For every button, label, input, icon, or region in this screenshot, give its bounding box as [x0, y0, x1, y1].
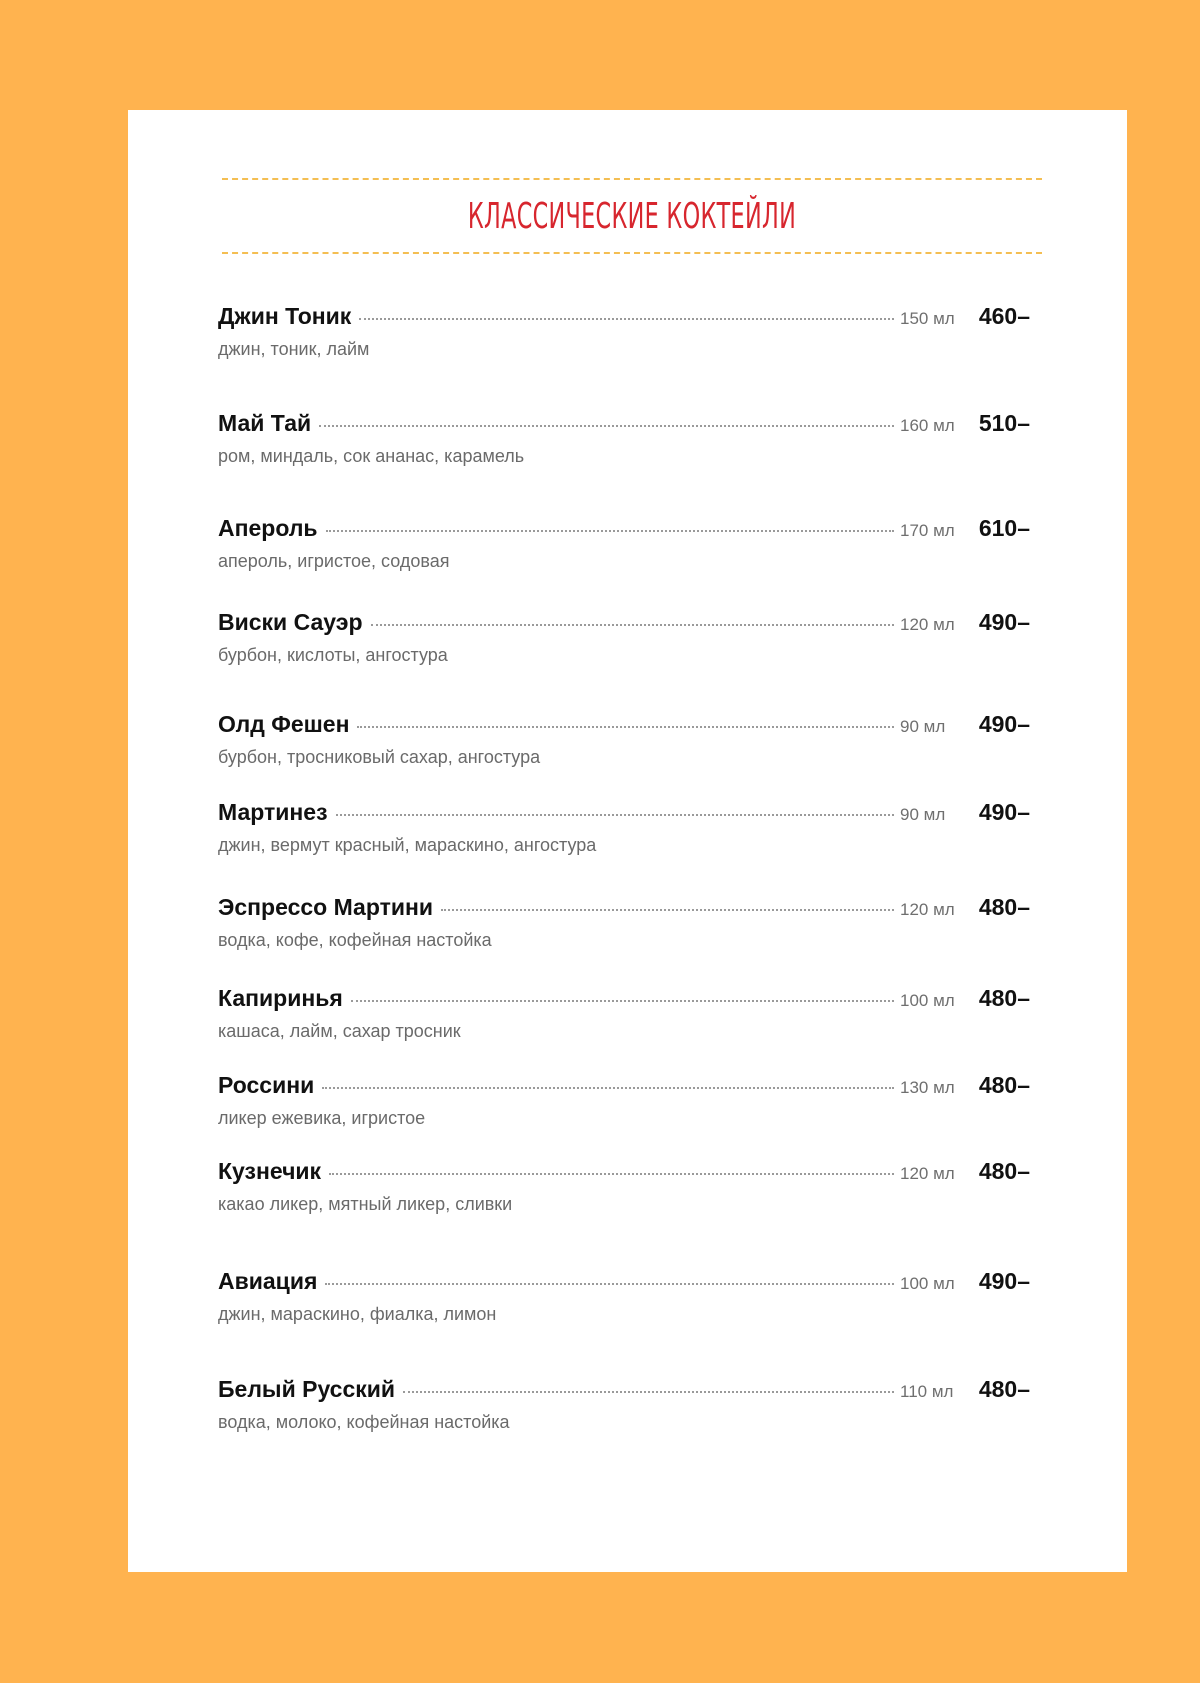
menu-item-aviation [218, 1268, 1030, 1328]
title-bottom-divider [222, 252, 1042, 254]
dot-leader [326, 530, 894, 532]
menu-title: КЛАССИЧЕСКИЕ КОКТЕЙЛИ [467, 196, 797, 237]
menu-item-old-fashioned [218, 711, 1030, 771]
item-price: 510– [978, 410, 1030, 436]
item-volume: 110 мл [900, 1382, 954, 1401]
menu-item-grasshopper [218, 1158, 1030, 1218]
menu-item-martinez [218, 799, 1030, 859]
dot-leader [357, 726, 894, 728]
title-top-divider [222, 178, 1042, 180]
item-description: бурбон, тросниковый сахар, ангостура [218, 747, 541, 767]
item-description: ром, миндаль, сок ананас, карамель [218, 446, 525, 466]
dot-leader [319, 425, 894, 427]
item-price: 480– [978, 894, 1030, 920]
item-volume: 90 мл [900, 717, 946, 736]
item-description: кашаса, лайм, сахар тросник [218, 1021, 461, 1041]
item-volume: 120 мл [900, 615, 955, 634]
dot-leader [359, 318, 894, 320]
menu-item-whiskey-sour [218, 609, 1030, 669]
item-description: ликер ежевика, игристое [218, 1108, 426, 1128]
item-name: Виски Сауэр [218, 609, 363, 635]
item-description: водка, молоко, кофейная настойка [218, 1412, 510, 1432]
item-name: Май Тай [218, 410, 312, 436]
item-price: 480– [978, 985, 1030, 1011]
item-price: 480– [978, 1376, 1030, 1402]
item-volume: 160 мл [900, 416, 955, 435]
item-price: 490– [978, 711, 1030, 737]
item-name: Джин Тоник [218, 303, 352, 329]
item-price: 610– [978, 515, 1030, 541]
item-volume: 130 мл [900, 1078, 955, 1097]
item-price: 490– [978, 609, 1030, 635]
item-volume: 90 мл [900, 805, 946, 824]
dot-leader [403, 1391, 894, 1393]
menu-item-espresso-martini [218, 894, 1030, 954]
item-name: Мартинез [218, 799, 328, 825]
item-description: джин, мараскино, фиалка, лимон [218, 1304, 497, 1324]
item-price: 480– [978, 1072, 1030, 1098]
dot-leader [351, 1000, 894, 1002]
dot-leader [371, 624, 894, 626]
item-description: бурбон, кислоты, ангостура [218, 645, 448, 665]
item-name: Эспрессо Мартини [218, 894, 434, 920]
item-description: джин, тоник, лайм [218, 339, 370, 359]
item-volume: 170 мл [900, 521, 955, 540]
dot-leader [325, 1283, 894, 1285]
item-volume: 120 мл [900, 900, 955, 919]
item-description: апероль, игристое, содовая [218, 551, 450, 571]
item-description: водка, кофе, кофейная настойка [218, 930, 492, 950]
menu-item-mai-tai [218, 410, 1030, 470]
item-price: 480– [978, 1158, 1030, 1184]
menu-item-rossini [218, 1072, 1030, 1132]
dot-leader [329, 1173, 894, 1175]
item-name: Капиринья [218, 985, 343, 1011]
item-price: 490– [978, 799, 1030, 825]
item-volume: 150 мл [900, 309, 955, 328]
item-name: Белый Русский [218, 1376, 396, 1402]
item-description: джин, вермут красный, мараскино, ангостура [218, 835, 597, 855]
item-description: какао ликер, мятный ликер, сливки [218, 1194, 513, 1214]
item-volume: 120 мл [900, 1164, 955, 1183]
item-volume: 100 мл [900, 991, 955, 1010]
menu-item-white-russian [218, 1376, 1030, 1436]
item-volume: 100 мл [900, 1274, 955, 1293]
item-name: Апероль [218, 515, 318, 541]
menu-item-caipirinha [218, 985, 1030, 1045]
item-name: Кузнечик [218, 1158, 322, 1184]
item-name: Россини [218, 1072, 315, 1098]
item-price: 490– [978, 1268, 1030, 1294]
menu-item-gin-tonic [218, 303, 1030, 363]
item-price: 460– [978, 303, 1030, 329]
item-name: Олд Фешен [218, 711, 350, 737]
item-name: Авиация [218, 1268, 318, 1294]
menu-item-aperol [218, 515, 1030, 575]
dot-leader [322, 1087, 894, 1089]
dot-leader [441, 909, 894, 911]
dot-leader [336, 814, 895, 816]
